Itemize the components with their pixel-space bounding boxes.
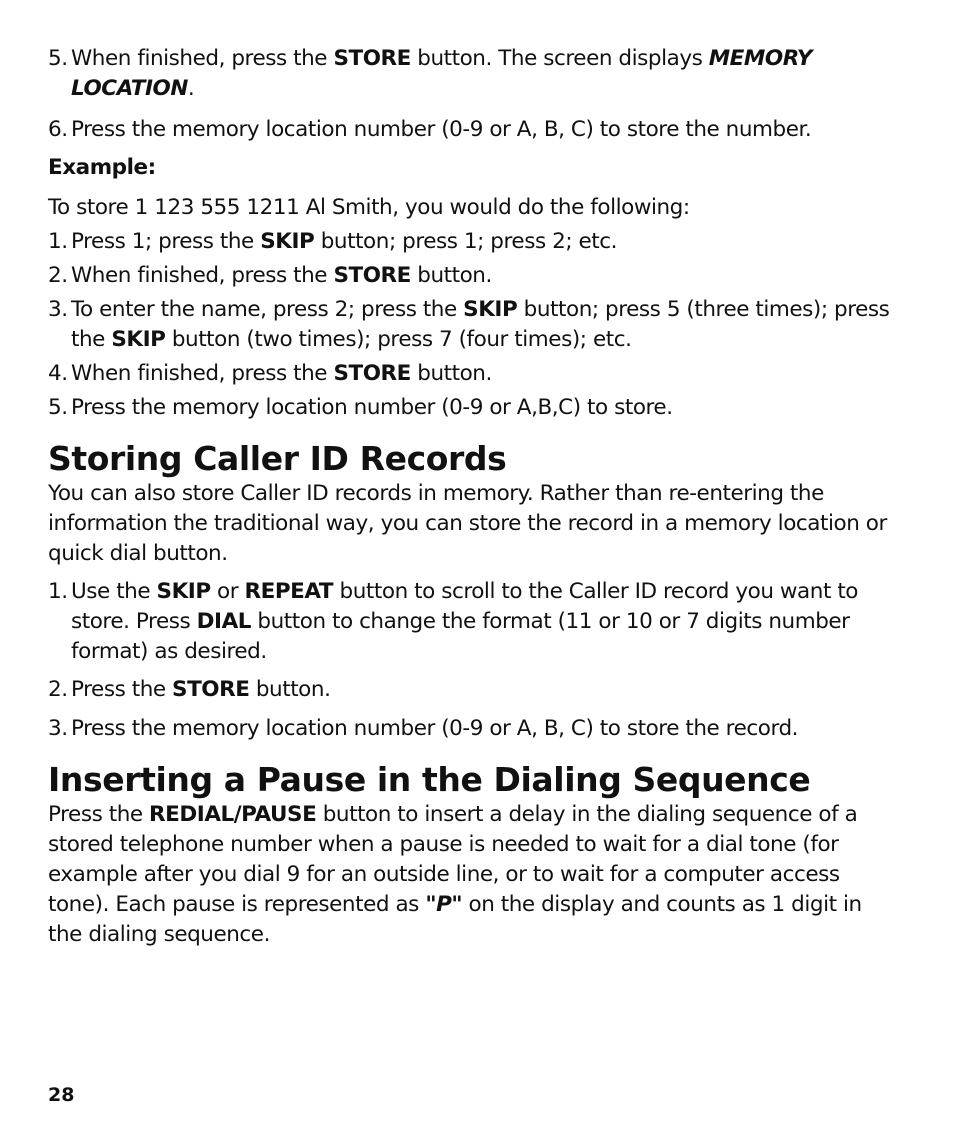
step-number: 2. [48, 263, 68, 288]
caller-id-step-1: 1. Use the SKIP or REPEAT button to scroll to the Caller ID record you want to store. Press DIAL button to change the format (11 or 10 or 7 digits number format) as desired. [48, 579, 859, 664]
step-number: 6. [48, 117, 68, 142]
heading-inserting-a-pause: Inserting a Pause in the Dialing Sequence [48, 760, 811, 799]
example-step-4: 4. When finished, press the STORE button. [48, 359, 894, 389]
step-number: 5. [48, 395, 68, 420]
step-number: 2. [48, 677, 68, 702]
example-step-2: 2. When finished, press the STORE button. [48, 261, 894, 291]
step-top-6: 6. Press the memory location number (0-9 or A, B, C) to store the number. [48, 115, 894, 145]
memory-location-display-text: MEMORY LOCATION [71, 46, 812, 101]
caller-id-step-3: 3. Press the memory location number (0-9 or A, B, C) to store the record. [48, 714, 894, 744]
redial-pause-keyword: REDIAL/PAUSE [149, 802, 317, 827]
step-number: 3. [48, 716, 68, 741]
page-number: 28 [48, 1084, 75, 1106]
step-number: 5. [48, 46, 68, 71]
store-keyword: STORE [333, 46, 411, 71]
section1-intro: You can also store Caller ID records in memory. Rather than re-entering the information the traditional way, you can store the record in a memory location or quick dial button. [48, 481, 887, 566]
pause-symbol-text: "P" [425, 892, 463, 917]
example-step-3: 3. To enter the name, press 2; press the SKIP button; press 5 (three times); press the SKIP button (two times); press 7 (four times); etc. [48, 297, 890, 352]
step-number: 3. [48, 297, 68, 322]
example-intro: To store 1 123 555 1211 Al Smith, you would do the following: [48, 195, 690, 220]
step-top-5: 5. When finished, press the STORE button. The screen displays MEMORY LOCATION. [48, 46, 812, 101]
example-label: Example: [48, 155, 156, 180]
caller-id-step-2: 2. Press the STORE button. [48, 675, 894, 705]
step-number: 1. [48, 229, 68, 254]
heading-storing-caller-id-records: Storing Caller ID Records [48, 439, 507, 478]
step-number: 1. [48, 579, 68, 604]
example-step-5: 5. Press the memory location number (0-9 or A,B,C) to store. [48, 393, 894, 423]
step-number: 4. [48, 361, 68, 386]
section2-body: Press the REDIAL/PAUSE button to insert a delay in the dialing sequence of a stored telephone number when a pause is needed to wait for a dial tone (for example after you dial 9 for an outside line, or to wait for a computer access tone). Each pause is represented as "P" on the display and counts as 1 digit in the dialing sequence. [48, 802, 862, 947]
example-step-1: 1. Press 1; press the SKIP button; press 1; press 2; etc. [48, 227, 894, 257]
